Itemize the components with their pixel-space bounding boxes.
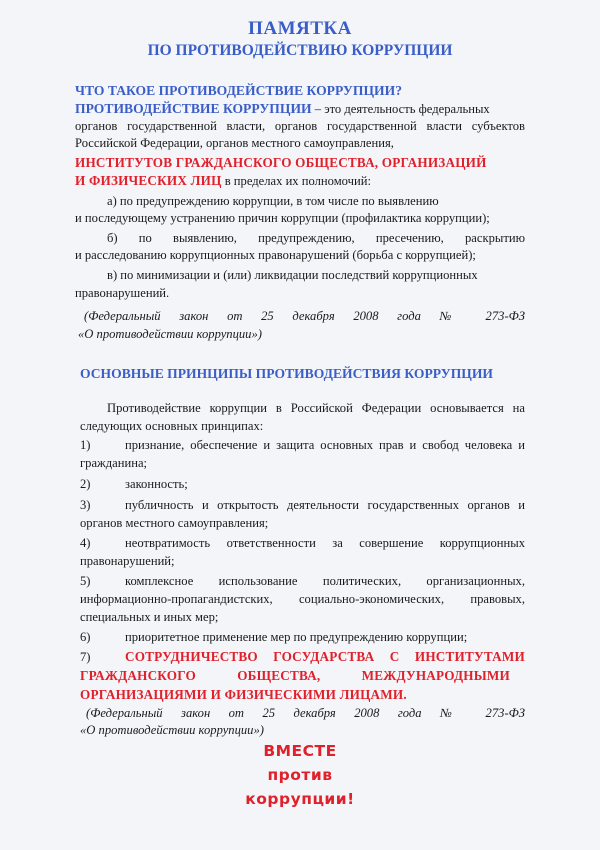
definition-line-2: органов государственной власти, органов государственной власти субъектов — [75, 119, 525, 133]
principle-6 — [80, 630, 530, 645]
principle-number: 5) — [80, 574, 91, 588]
individuals-highlight: И ФИЗИЧЕСКИХ ЛИЦ — [75, 173, 222, 188]
principle-3-cont: органов местного самоуправления; — [80, 516, 269, 530]
principle-number: 7) — [80, 650, 91, 664]
section2-heading: ОСНОВНЫЕ ПРИНЦИПЫ ПРОТИВОДЕЙСТВИЯ КОРРУПЦИИ — [80, 366, 493, 381]
principle-2 — [80, 477, 530, 492]
definition-term: ПРОТИВОДЕЙСТВИЕ КОРРУПЦИИ — [75, 101, 312, 116]
item-b-line-2: и расследованию коррупционных правонарушений (борьба с коррупцией); — [75, 248, 476, 262]
principle-number: 4) — [80, 536, 91, 550]
principle-5-cont-2: специальных и иных мер; — [80, 610, 219, 624]
principle-5 — [80, 574, 525, 589]
slogan-line-1: ВМЕСТЕ — [263, 742, 337, 760]
principle-1-cont: гражданина; — [80, 456, 148, 470]
principle-3 — [80, 498, 525, 513]
item-b-line-1: б) по выявлению, предупреждению, пресечению, раскрытию — [107, 231, 525, 245]
principle-text: неотвратимость ответственности за совершение коррупционных — [125, 536, 525, 550]
page-subtitle: ПО ПРОТИВОДЕЙСТВИЮ КОРРУПЦИИ — [147, 42, 453, 59]
definition-line-1 — [75, 101, 525, 117]
definition-rest: – это деятельность федеральных — [311, 102, 490, 116]
principle-text: законность; — [125, 477, 188, 491]
principle-7 — [80, 649, 525, 665]
principle-number: 6) — [80, 630, 91, 644]
definition-line-3: Российской Федерации, органов местного самоуправления, — [75, 136, 394, 150]
powers-text: в пределах их полномочий: — [221, 174, 371, 188]
principles-intro-1: Противодействие коррупции в Российской Федерации основывается на — [107, 401, 525, 415]
definition-line-5 — [75, 173, 525, 189]
law-reference-2: «О противодействии коррупции») — [78, 327, 262, 341]
law-reference-3: (Федеральный закон от 25 декабря 2008 года № 273-ФЗ — [86, 706, 525, 720]
principle-4 — [80, 536, 525, 551]
principle-text: публичность и открытость деятельности государственных органов и — [125, 498, 525, 512]
law-reference-4: «О противодействии коррупции») — [80, 723, 264, 737]
item-a-line-1: а) по предупреждению коррупции, в том числе по выявлению — [107, 194, 439, 208]
principle-5-cont-1: информационно-пропагандистских, социально-экономических, правовых, — [80, 592, 525, 606]
principle-text: признание, обеспечение и защита основных прав и свобод человека и — [125, 438, 525, 452]
principle-number: 2) — [80, 477, 91, 491]
page-title: ПАМЯТКА — [248, 18, 352, 39]
law-reference-1: (Федеральный закон от 25 декабря 2008 года № 273-ФЗ — [84, 309, 525, 323]
slogan-line-2: против — [267, 766, 333, 784]
principles-intro-2: следующих основных принципах: — [80, 419, 264, 433]
principle-1 — [80, 438, 525, 453]
principle-text: приоритетное применение мер по предупреждению коррупции; — [125, 630, 468, 644]
principle-number: 3) — [80, 498, 91, 512]
item-c-line-1: в) по минимизации и (или) ликвидации последствий коррупционных — [107, 268, 478, 282]
principle-4-cont: правонарушений; — [80, 554, 175, 568]
principle-text: комплексное использование политических, организационных, — [125, 574, 525, 588]
slogan-line-3: коррупции! — [245, 790, 355, 808]
civil-society-highlight: ИНСТИТУТОВ ГРАЖДАНСКОГО ОБЩЕСТВА, ОРГАНИЗАЦИЙ — [75, 155, 487, 170]
section1-question: ЧТО ТАКОЕ ПРОТИВОДЕЙСТВИЕ КОРРУПЦИИ? — [75, 83, 402, 98]
principle-7-cont-2: ОРГАНИЗАЦИЯМИ И ФИЗИЧЕСКИМИ ЛИЦАМИ. — [80, 687, 407, 702]
principle-number: 1) — [80, 438, 91, 452]
item-a-line-2: и последующему устранению причин коррупции (профилактика коррупции); — [75, 211, 490, 225]
principle-7-cont-1: ГРАЖДАНСКОГО ОБЩЕСТВА, МЕЖДУНАРОДНЫМИ — [80, 668, 510, 683]
principle-text: СОТРУДНИЧЕСТВО ГОСУДАРСТВА С ИНСТИТУТАМИ — [125, 649, 525, 664]
item-c-line-2: правонарушений. — [75, 286, 170, 300]
